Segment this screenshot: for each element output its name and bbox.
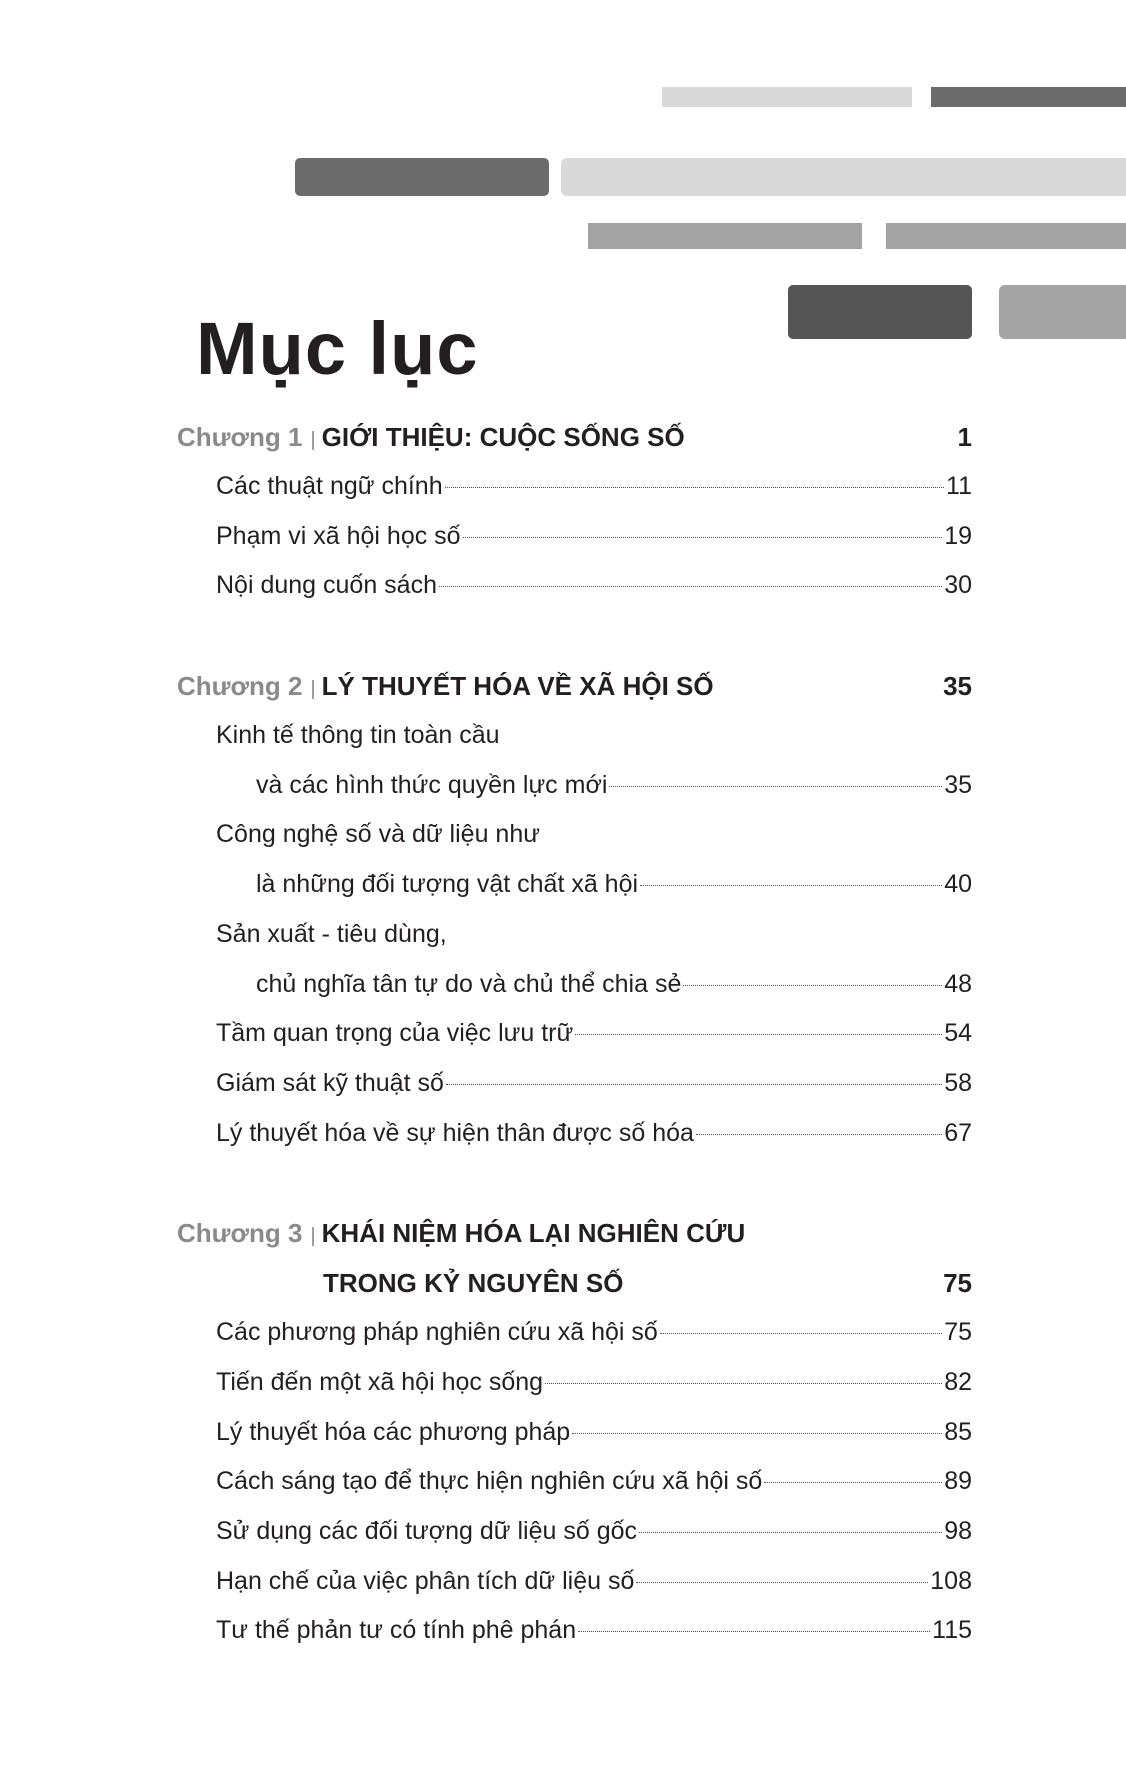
toc-entry[interactable]: [177, 1009, 972, 1059]
dot-leader: [545, 1383, 942, 1384]
dot-leader: [683, 985, 942, 986]
chapter-heading[interactable]: [177, 412, 972, 462]
dot-leader: [463, 537, 943, 538]
entry-page: 75: [944, 1318, 972, 1347]
entry-page: 54: [944, 1019, 972, 1048]
toc-entry-continuation[interactable]: [177, 860, 972, 910]
dot-leader: [764, 1482, 942, 1483]
entry-title: Nội dung cuốn sách: [216, 571, 437, 600]
entry-title: Tư thế phản tư có tính phê phán: [216, 1616, 577, 1645]
dot-leader: [636, 1582, 928, 1583]
decor-bar: [295, 158, 549, 196]
toc-entry-continuation[interactable]: [177, 761, 972, 811]
entry-title: Sử dụng các đối tượng dữ liệu số gốc: [216, 1517, 638, 1545]
entry-title: Công nghệ số và dữ liệu như: [216, 820, 540, 849]
entry-title: chủ nghĩa tân tự do và chủ thể chia sẻ: [256, 969, 682, 998]
chapter-number: Chương 2: [177, 671, 303, 702]
decor-bar: [788, 285, 972, 339]
toc-entry[interactable]: [177, 1408, 972, 1458]
dot-leader: [609, 786, 942, 787]
chapter-title: GIỚI THIỆU: CUỘC SỐNG SỐ: [321, 422, 685, 452]
toc-entry[interactable]: [177, 711, 972, 761]
decor-bar: [886, 223, 1126, 249]
entry-title: là những đối tượng vật chất xã hội: [256, 870, 639, 899]
entry-page: 19: [944, 521, 972, 550]
toc-entry[interactable]: [177, 1507, 972, 1557]
entry-title: Cách sáng tạo để thực hiện nghiên cứu xã hội số: [216, 1467, 763, 1496]
chapter-2: [177, 661, 972, 1158]
entry-title: Lý thuyết hóa các phương pháp: [216, 1417, 571, 1446]
chapter-number: Chương 3: [177, 1218, 303, 1249]
chapter-heading[interactable]: [177, 1208, 972, 1258]
dot-leader: [639, 1532, 942, 1533]
toc-entry[interactable]: [177, 1308, 972, 1358]
entry-title: Phạm vi xã hội học số: [216, 521, 461, 550]
entry-title: Các thuật ngữ chính: [216, 472, 443, 500]
decor-bar: [662, 87, 912, 107]
entry-page: 108: [930, 1566, 972, 1595]
entry-title: Các phương pháp nghiên cứu xã hội số: [216, 1318, 658, 1347]
chapter-separator: |: [310, 678, 316, 701]
dot-leader: [660, 1333, 942, 1334]
toc-entry[interactable]: [177, 462, 972, 512]
entry-page: 35: [944, 770, 972, 799]
decor-bar: [999, 285, 1126, 339]
dot-leader: [446, 1084, 942, 1085]
entry-page: 85: [944, 1417, 972, 1446]
toc-entry[interactable]: [177, 1457, 972, 1507]
dot-leader: [575, 1034, 942, 1035]
dot-leader: [696, 1134, 942, 1135]
chapter-number: Chương 1: [177, 422, 303, 452]
chapter-page: 35: [943, 671, 972, 702]
toc-entry[interactable]: [177, 1059, 972, 1109]
table-of-contents: [177, 412, 972, 1706]
entry-title: Tầm quan trọng của việc lưu trữ: [216, 1019, 574, 1048]
entry-page: 30: [944, 571, 972, 600]
page-title: Mục lục: [196, 306, 479, 390]
entry-title: Giám sát kỹ thuật số: [216, 1068, 444, 1097]
entry-title: Kinh tế thông tin toàn cầu: [216, 721, 500, 750]
chapter-separator: |: [310, 429, 316, 451]
toc-entry[interactable]: [177, 561, 972, 611]
chapter-title: LÝ THUYẾT HÓA VỀ XÃ HỘI SỐ: [321, 671, 714, 702]
entry-page: 82: [944, 1367, 972, 1396]
entry-title: Sản xuất - tiêu dùng,: [216, 919, 447, 948]
entry-page: 48: [944, 969, 972, 998]
decor-bar: [561, 158, 1126, 196]
chapter-1: [177, 412, 972, 611]
entry-page: 40: [944, 870, 972, 899]
chapter-3: [177, 1208, 972, 1656]
entry-page: 67: [944, 1118, 972, 1147]
dot-leader: [439, 586, 942, 587]
entry-page: 11: [946, 472, 972, 500]
dot-leader: [578, 1631, 930, 1632]
dot-leader: [445, 487, 944, 488]
decor-bar: [588, 223, 862, 249]
toc-entry[interactable]: [177, 1557, 972, 1607]
chapter-title-line2: TRONG KỶ NGUYÊN SỐ: [323, 1268, 624, 1299]
entry-title: và các hình thức quyền lực mới: [256, 770, 608, 799]
toc-entry[interactable]: [177, 512, 972, 562]
toc-entry[interactable]: [177, 810, 972, 860]
chapter-heading-continuation[interactable]: [177, 1258, 972, 1308]
entry-title: Tiến đến một xã hội học sống: [216, 1367, 544, 1396]
entry-page: 89: [944, 1467, 972, 1496]
toc-entry[interactable]: [177, 910, 972, 960]
entry-page: 115: [932, 1616, 972, 1645]
entry-page: 58: [944, 1068, 972, 1097]
entry-title: Lý thuyết hóa về sự hiện thân được số hóa: [216, 1118, 694, 1147]
chapter-page: 75: [943, 1268, 972, 1299]
toc-entry-continuation[interactable]: [177, 960, 972, 1010]
dot-leader: [572, 1433, 942, 1434]
chapter-heading[interactable]: [177, 661, 972, 711]
toc-entry[interactable]: [177, 1606, 972, 1656]
chapter-separator: |: [310, 1225, 316, 1248]
chapter-title: KHÁI NIỆM HÓA LẠI NGHIÊN CỨU: [321, 1218, 746, 1249]
dot-leader: [640, 885, 942, 886]
toc-entry[interactable]: [177, 1109, 972, 1159]
toc-entry[interactable]: [177, 1358, 972, 1408]
entry-page: 98: [944, 1517, 972, 1545]
entry-title: Hạn chế của việc phân tích dữ liệu số: [216, 1566, 635, 1595]
decor-bar: [931, 87, 1126, 107]
chapter-page: 1: [957, 422, 972, 452]
